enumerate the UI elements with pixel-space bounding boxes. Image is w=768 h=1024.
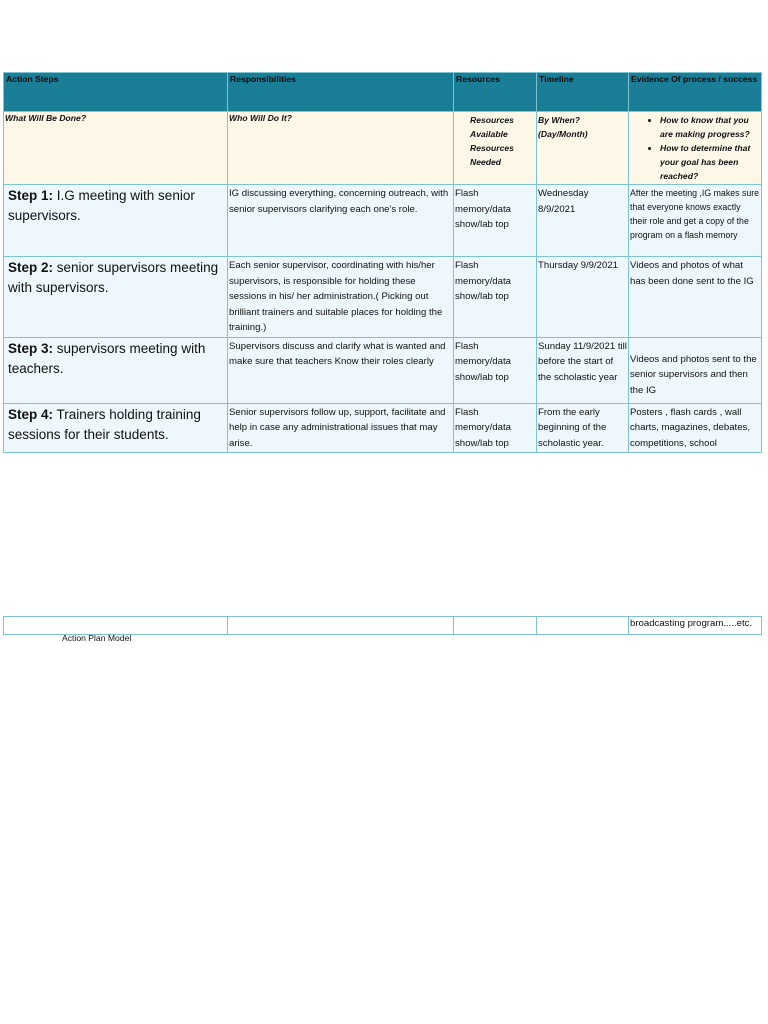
subheader-resources-line4: Needed bbox=[470, 157, 502, 167]
resources-cell: Flash memory/data show/lab top bbox=[454, 185, 537, 257]
evidence-cell: Videos and photos of what has been done sent to the IG bbox=[629, 257, 762, 338]
evidence-bullet-list bbox=[630, 113, 760, 183]
header-responsibilities: Responsibilities bbox=[228, 73, 454, 112]
step-text: supervisors meeting with teachers. bbox=[8, 340, 206, 376]
step-text: senior supervisors meeting with supervisors. bbox=[8, 260, 219, 295]
responsibility-cell: Supervisors discuss and clarify what is wanted and make sure that teachers Know their roles clearly bbox=[228, 337, 454, 403]
subheader-when-format: (Day/Month) bbox=[538, 129, 588, 139]
table-row bbox=[4, 617, 762, 635]
subheader-row bbox=[4, 112, 762, 185]
step-cell bbox=[4, 403, 228, 453]
evidence-cell: Posters , flash cards , wall charts, magazines, debates, competitions, school bbox=[629, 403, 762, 453]
action-plan-table bbox=[3, 72, 762, 453]
responsibility-cell: Each senior supervisor, coordinating with his/her supervisors, is responsible for holding these sessions in his/ her administration.( Picking out brilliant trainers and suitable places for holding the training.) bbox=[228, 257, 454, 338]
subheader-what: What Will Be Done? bbox=[4, 112, 228, 185]
subheader-resources-line2: Available bbox=[470, 129, 508, 139]
evidence-cell: Videos and photos sent to the senior supervisors and then the IG bbox=[629, 337, 762, 403]
header-timeline: Timeline bbox=[537, 73, 629, 112]
empty-cell bbox=[454, 617, 537, 635]
table-row bbox=[4, 185, 762, 257]
step-text: I.G meeting with senior supervisors. bbox=[8, 188, 195, 223]
table-row bbox=[4, 337, 762, 403]
timeline-cell: From the early beginning of the scholastic year. bbox=[537, 403, 629, 453]
table-caption: Action Plan Model bbox=[62, 633, 132, 643]
responsibility-cell: Senior supervisors follow up, support, facilitate and help in case any administrational issues that may arise. bbox=[228, 403, 454, 453]
empty-cell bbox=[4, 617, 228, 635]
step-cell bbox=[4, 185, 228, 257]
table-row bbox=[4, 257, 762, 338]
empty-cell bbox=[228, 617, 454, 635]
evidence-bullet: • How to know that you are making progress? bbox=[660, 113, 760, 141]
header-evidence: Evidence Of process / success bbox=[629, 73, 762, 112]
subheader-evidence bbox=[629, 112, 762, 185]
step-label: Step 4: bbox=[8, 406, 54, 422]
subheader-resources-line3: Resources bbox=[470, 143, 514, 153]
header-resources: Resources bbox=[454, 73, 537, 112]
header-action-steps: Action Steps bbox=[4, 73, 228, 112]
evidence-cell: After the meeting ,IG makes sure that everyone knows exactly their role and get a copy of the program on a flash memory bbox=[629, 185, 762, 257]
subheader-when-label: By When? bbox=[538, 115, 581, 125]
subheader-when bbox=[537, 112, 629, 185]
timeline-cell: Thursday 9/9/2021 bbox=[537, 257, 629, 338]
resources-cell: Flash memory/data show/lab top bbox=[454, 403, 537, 453]
evidence-bullet: • How to determine that your goal has been reached? bbox=[660, 141, 760, 183]
step-text: Trainers holding training sessions for their students. bbox=[8, 406, 201, 442]
step-label: Step 1: bbox=[8, 188, 54, 203]
subheader-resources bbox=[454, 112, 537, 185]
step-cell bbox=[4, 337, 228, 403]
header-row bbox=[4, 73, 762, 112]
responsibility-cell: IG discussing everything, concerning outreach, with senior supervisors clarifying each one's role. bbox=[228, 185, 454, 257]
timeline-cell: Wednesday 8/9/2021 bbox=[537, 185, 629, 257]
step-label: Step 3: bbox=[8, 340, 54, 356]
step-cell bbox=[4, 257, 228, 338]
resources-cell: Flash memory/data show/lab top bbox=[454, 337, 537, 403]
subheader-resources-line1: Resources bbox=[470, 115, 514, 125]
resources-cell: Flash memory/data show/lab top bbox=[454, 257, 537, 338]
step-label: Step 2: bbox=[8, 260, 54, 275]
evidence-continuation-cell: broadcasting program.....etc. bbox=[629, 617, 762, 635]
timeline-cell: Sunday 11/9/2021 till before the start of the scholastic year bbox=[537, 337, 629, 403]
empty-cell bbox=[537, 617, 629, 635]
subheader-who: Who Will Do It? bbox=[228, 112, 454, 185]
table-row bbox=[4, 403, 762, 453]
